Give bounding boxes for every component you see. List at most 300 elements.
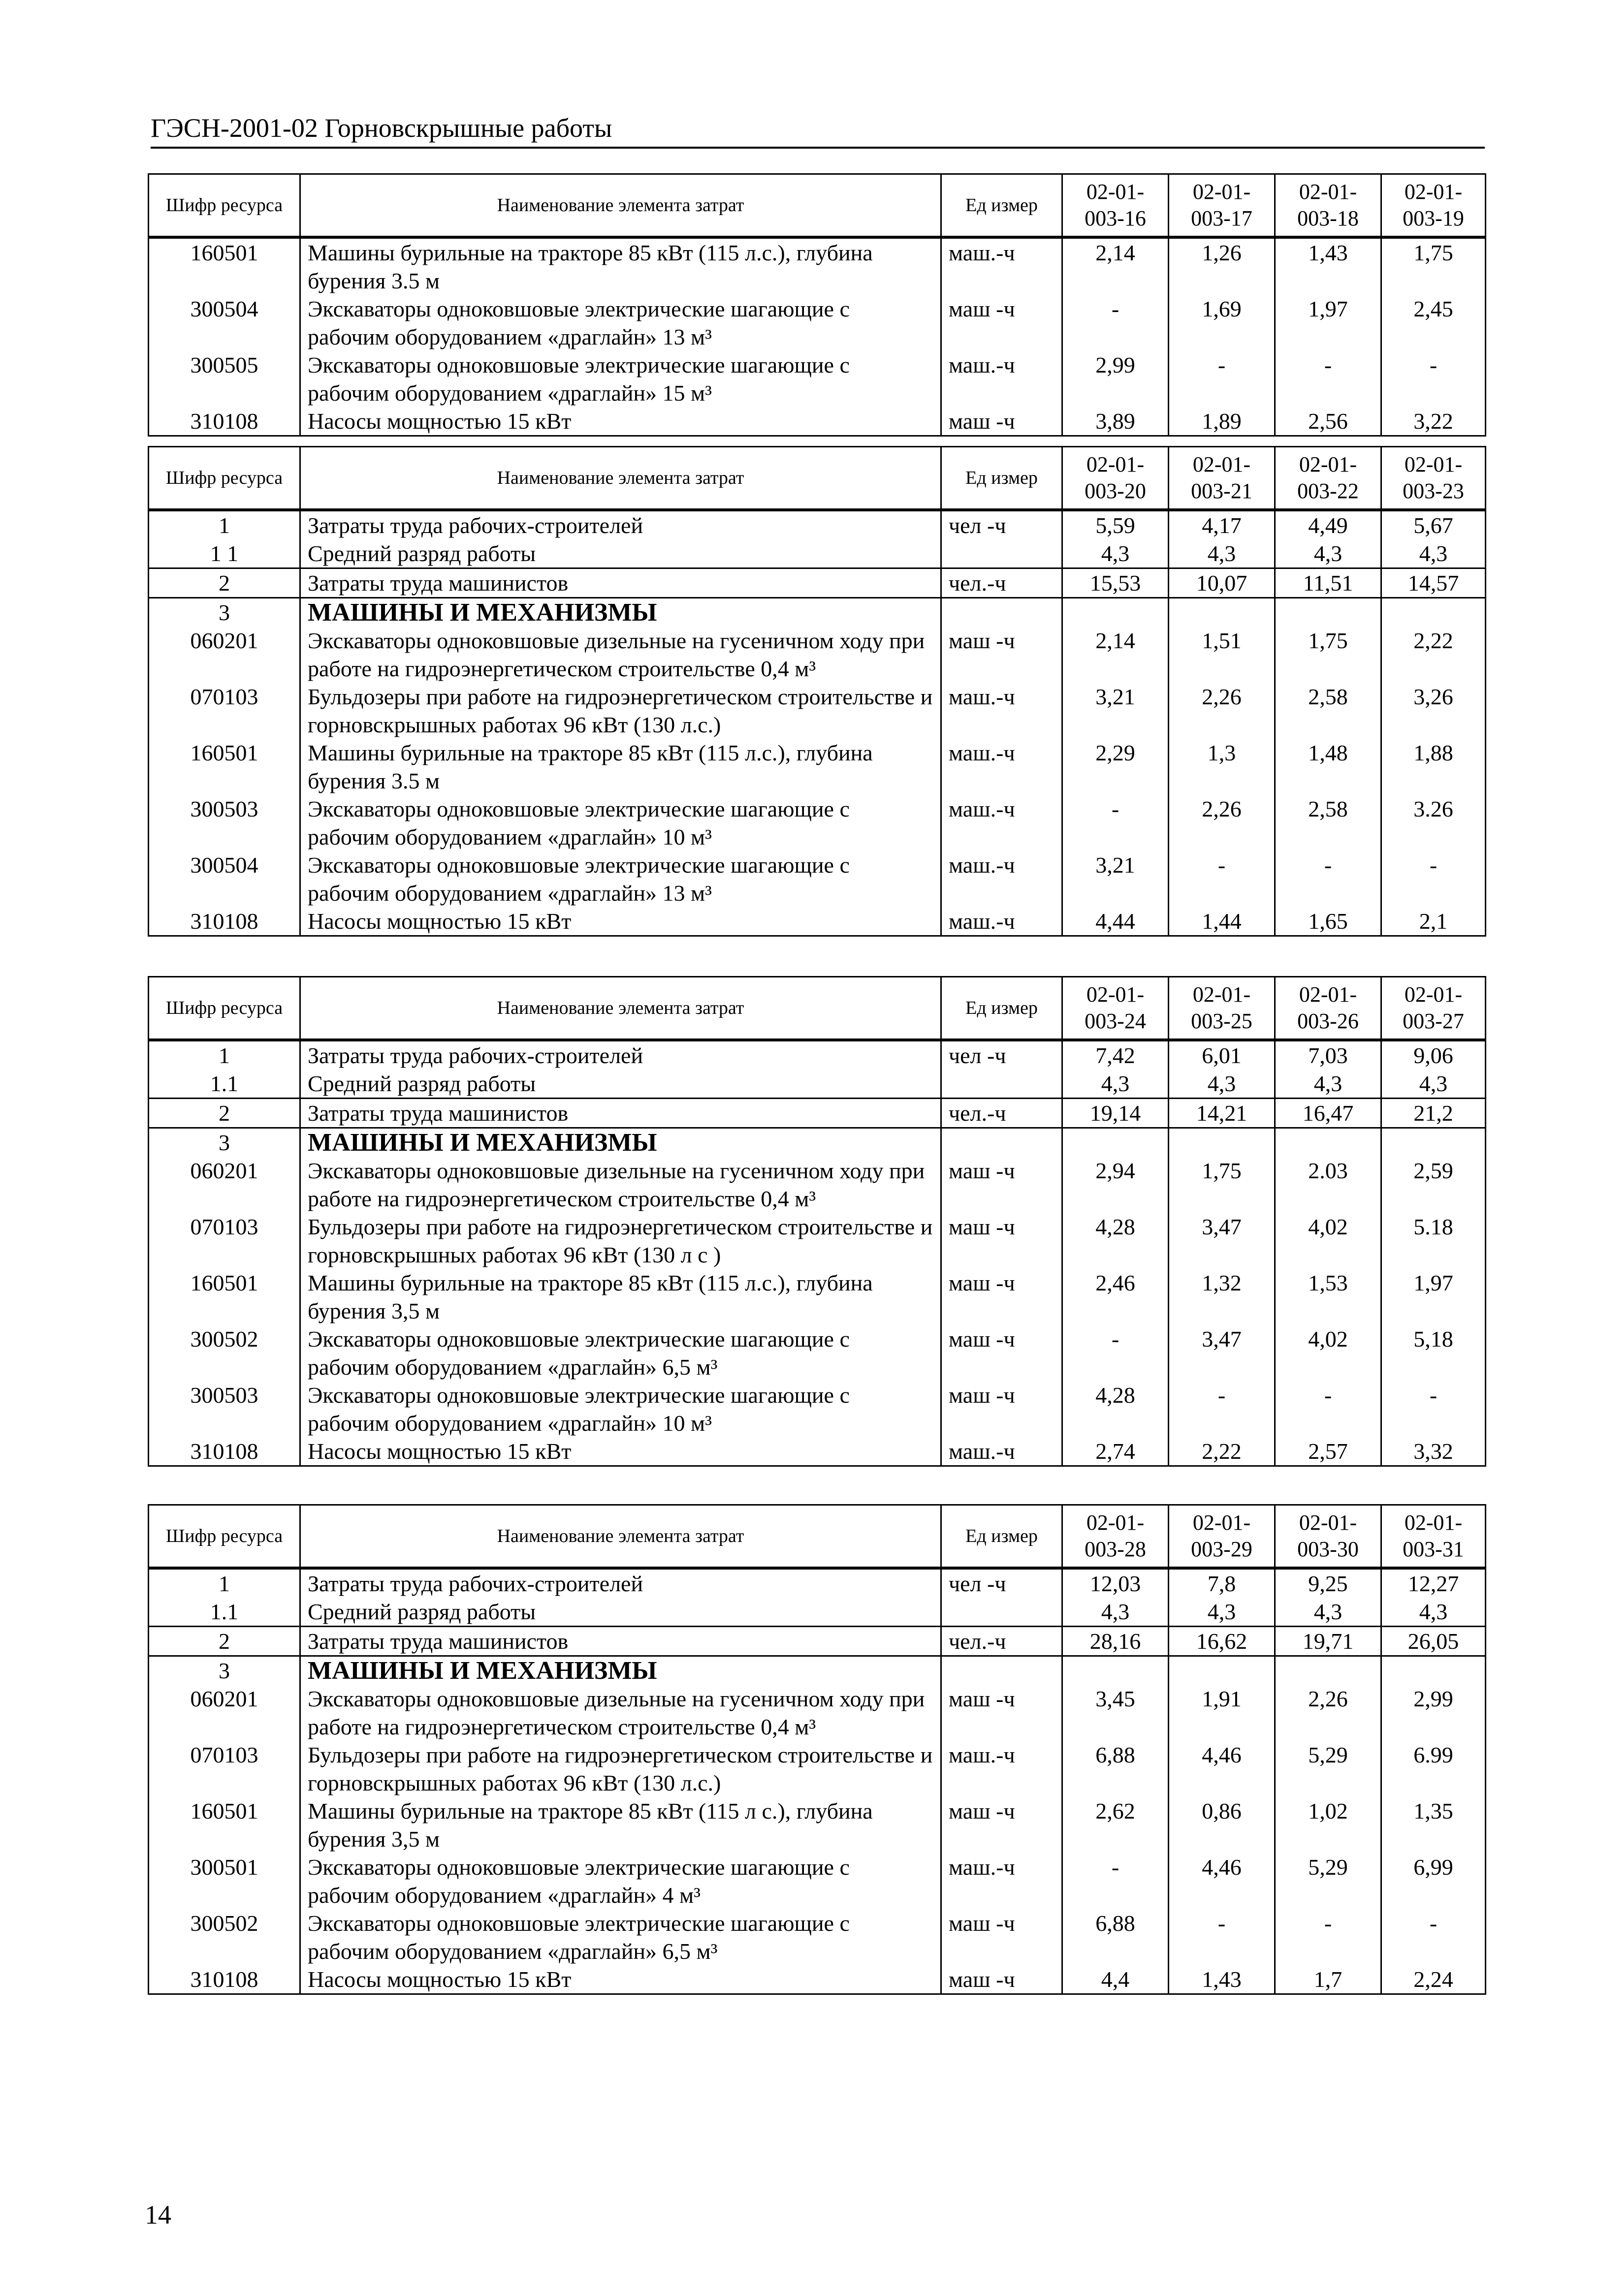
cell-unit: маш.-ч: [941, 739, 1062, 795]
header-code: Шифр ресурса: [149, 1505, 300, 1569]
cell-value: 26,05: [1381, 1627, 1486, 1656]
cell-name: Средний разряд работы: [300, 1069, 941, 1099]
cell-code: 1: [149, 510, 300, 539]
cell-value: 2,62: [1062, 1797, 1169, 1853]
cell-value: 1,43: [1169, 1965, 1275, 1994]
cell-value: 1,43: [1275, 237, 1381, 295]
table-row: [149, 568, 1486, 598]
cell-value: 2,22: [1381, 627, 1486, 683]
cell-unit: маш.-ч: [941, 1437, 1062, 1466]
table-row: [149, 1685, 1486, 1741]
table-row: [149, 1213, 1486, 1269]
cell-name: Затраты труда рабочих-строителей: [300, 510, 941, 539]
cell-value: [1275, 1656, 1381, 1685]
cell-name: Экскаваторы одноковшовые электрические шагающие с рабочим оборудованием «драглайн» 10 м³: [300, 1381, 941, 1437]
cell-value: 4,3: [1381, 539, 1486, 568]
cell-value: -: [1275, 1909, 1381, 1965]
cell-value: 4,3: [1062, 539, 1169, 568]
table-row: [149, 1965, 1486, 1994]
table-row: [149, 1269, 1486, 1325]
header-name: Наименование элемента затрат: [300, 174, 941, 238]
cell-code: 300504: [149, 851, 300, 907]
cell-unit: маш.-ч: [941, 907, 1062, 936]
cell-value: -: [1275, 351, 1381, 407]
cell-value: 7,42: [1062, 1040, 1169, 1069]
cell-value: 4,49: [1275, 510, 1381, 539]
table-row: [149, 1568, 1486, 1598]
cell-value: 4,28: [1062, 1213, 1169, 1269]
header-name: Наименование элемента затрат: [300, 977, 941, 1040]
cell-value: 1,7: [1275, 1965, 1381, 1994]
cell-value: 4,3: [1275, 1598, 1381, 1627]
cell-value: 4,17: [1169, 510, 1275, 539]
cell-value: 1,3: [1169, 739, 1275, 795]
header-norm-code: 02-01-003-19: [1381, 174, 1486, 238]
header-norm-code: 02-01-003-17: [1169, 174, 1275, 238]
header-unit: Ед измер: [941, 1505, 1062, 1569]
cell-code: 2: [149, 1099, 300, 1128]
cell-value: 9,06: [1381, 1040, 1486, 1069]
cell-value: [1169, 1656, 1275, 1685]
table-header-row: [149, 1505, 1486, 1569]
cell-value: [1062, 1128, 1169, 1157]
cell-unit: чел -ч: [941, 510, 1062, 539]
table-row: [149, 1069, 1486, 1099]
header-norm-code: 02-01-003-20: [1062, 447, 1169, 510]
cell-name: Бульдозеры при работе на гидроэнергетическом строительстве и горновскрышных работах 96 кВт (130 л.с.): [300, 1741, 941, 1797]
cell-value: -: [1169, 351, 1275, 407]
cell-value: 4,46: [1169, 1853, 1275, 1909]
cell-unit: маш.-ч: [941, 351, 1062, 407]
cell-code: 060201: [149, 1157, 300, 1213]
cell-value: 3,89: [1062, 407, 1169, 436]
table-row: [149, 295, 1486, 351]
cell-value: 2,74: [1062, 1437, 1169, 1466]
cell-value: 9,25: [1275, 1568, 1381, 1598]
table-row: [149, 739, 1486, 795]
cell-value: 2,14: [1062, 627, 1169, 683]
cell-unit: маш -ч: [941, 1157, 1062, 1213]
cell-value: -: [1381, 851, 1486, 907]
cell-unit: маш -ч: [941, 1797, 1062, 1853]
cell-code: 1 1: [149, 539, 300, 568]
cell-code: 300505: [149, 351, 300, 407]
cell-value: 4,44: [1062, 907, 1169, 936]
cell-value: -: [1062, 1853, 1169, 1909]
table-row: [149, 510, 1486, 539]
cell-value: 2,58: [1275, 683, 1381, 739]
cell-value: 0,86: [1169, 1797, 1275, 1853]
cell-name: Экскаваторы одноковшовые электрические шагающие с рабочим оборудованием «драглайн» 6,5 м³: [300, 1325, 941, 1381]
header-norm-code: 02-01-003-18: [1275, 174, 1381, 238]
cell-value: 2,26: [1275, 1685, 1381, 1741]
cell-value: 10,07: [1169, 568, 1275, 598]
cell-value: -: [1381, 1909, 1486, 1965]
cell-unit: маш.-ч: [941, 795, 1062, 851]
cell-value: 1,02: [1275, 1797, 1381, 1853]
cell-value: -: [1381, 351, 1486, 407]
cell-code: 1.1: [149, 1598, 300, 1627]
cell-value: 15,53: [1062, 568, 1169, 598]
cell-name: Средний разряд работы: [300, 1598, 941, 1627]
cell-value: 3,26: [1381, 683, 1486, 739]
cell-value: 4,3: [1169, 1069, 1275, 1099]
cell-value: 6,88: [1062, 1741, 1169, 1797]
cell-value: -: [1169, 851, 1275, 907]
table-row: [149, 1656, 1486, 1685]
cell-unit: маш.-ч: [941, 1853, 1062, 1909]
cell-value: 6.99: [1381, 1741, 1486, 1797]
cell-code: 160501: [149, 1797, 300, 1853]
cell-code: 2: [149, 568, 300, 598]
table-row: [149, 407, 1486, 436]
cell-unit: чел -ч: [941, 1040, 1062, 1069]
cell-value: 12,03: [1062, 1568, 1169, 1598]
cell-value: [1169, 598, 1275, 627]
cell-value: 19,14: [1062, 1099, 1169, 1128]
cell-value: -: [1275, 851, 1381, 907]
cell-name: Насосы мощностью 15 кВт: [300, 407, 941, 436]
resource-table: [148, 976, 1486, 1467]
cell-code: 310108: [149, 407, 300, 436]
table-row: [149, 1627, 1486, 1656]
resource-table: [148, 1504, 1486, 1995]
cell-unit: [941, 1598, 1062, 1627]
header-unit: Ед измер: [941, 174, 1062, 238]
cell-value: 4,3: [1169, 1598, 1275, 1627]
cell-name: Экскаваторы одноковшовые электрические шагающие с рабочим оборудованием «драглайн» 4 м³: [300, 1853, 941, 1909]
header-norm-code: 02-01-003-24: [1062, 977, 1169, 1040]
cell-value: 3,22: [1381, 407, 1486, 436]
cell-value: 3,47: [1169, 1325, 1275, 1381]
table-header-row: [149, 977, 1486, 1040]
cell-value: 1,75: [1381, 237, 1486, 295]
cell-value: 4,02: [1275, 1325, 1381, 1381]
header-norm-code: 02-01-003-28: [1062, 1505, 1169, 1569]
cell-value: 2,94: [1062, 1157, 1169, 1213]
table-row: [149, 683, 1486, 739]
table-row: [149, 539, 1486, 568]
cell-value: 12,27: [1381, 1568, 1486, 1598]
table-row: [149, 351, 1486, 407]
cell-value: 6,88: [1062, 1909, 1169, 1965]
cell-name: Машины бурильные на тракторе 85 кВт (115 л.с.), глубина бурения 3.5 м: [300, 237, 941, 295]
table-row: [149, 1797, 1486, 1853]
cell-name: Бульдозеры при работе на гидроэнергетическом строительстве и горновскрышных работах 96 кВт (130 л.с.): [300, 683, 941, 739]
header-norm-code: 02-01-003-31: [1381, 1505, 1486, 1569]
cell-value: 3,21: [1062, 851, 1169, 907]
cell-name: Затраты труда машинистов: [300, 1099, 941, 1128]
cell-value: 4,4: [1062, 1965, 1169, 1994]
cell-value: 7,03: [1275, 1040, 1381, 1069]
cell-value: -: [1062, 295, 1169, 351]
cell-code: 160501: [149, 237, 300, 295]
cell-code: 310108: [149, 1965, 300, 1994]
cell-name: Экскаваторы одноковшовые дизельные на гусеничном ходу при работе на гидроэнергетическом строительстве 0,4 м³: [300, 1685, 941, 1741]
header-norm-code: 02-01-003-29: [1169, 1505, 1275, 1569]
header-name: Наименование элемента затрат: [300, 447, 941, 510]
cell-value: 2,45: [1381, 295, 1486, 351]
cell-value: 6,99: [1381, 1853, 1486, 1909]
header-code: Шифр ресурса: [149, 447, 300, 510]
cell-value: 2,57: [1275, 1437, 1381, 1466]
cell-code: 300503: [149, 795, 300, 851]
cell-value: 5,29: [1275, 1741, 1381, 1797]
cell-value: 14,57: [1381, 568, 1486, 598]
cell-name: МАШИНЫ И МЕХАНИЗМЫ: [300, 1128, 941, 1157]
cell-name: Экскаваторы одноковшовые электрические шагающие с рабочим оборудованием «драглайн» 6,5 м³: [300, 1909, 941, 1965]
cell-value: 6,01: [1169, 1040, 1275, 1069]
cell-value: 1,35: [1381, 1797, 1486, 1853]
cell-code: 300503: [149, 1381, 300, 1437]
cell-value: 4,3: [1062, 1598, 1169, 1627]
cell-value: [1169, 1128, 1275, 1157]
cell-value: 1,53: [1275, 1269, 1381, 1325]
cell-name: Экскаваторы одноковшовые электрические шагающие с рабочим оборудованием «драглайн» 13 м³: [300, 851, 941, 907]
cell-code: 300504: [149, 295, 300, 351]
cell-value: 2.03: [1275, 1157, 1381, 1213]
cell-value: 11,51: [1275, 568, 1381, 598]
cell-value: 4,3: [1169, 539, 1275, 568]
cell-name: Затраты труда машинистов: [300, 1627, 941, 1656]
cell-unit: маш.-ч: [941, 683, 1062, 739]
cell-value: 1,91: [1169, 1685, 1275, 1741]
table-row: [149, 1437, 1486, 1466]
cell-name: Экскаваторы одноковшовые дизельные на гусеничном ходу при работе на гидроэнергетическом строительстве 0,4 м³: [300, 627, 941, 683]
cell-unit: [941, 598, 1062, 627]
cell-unit: маш -ч: [941, 295, 1062, 351]
cell-unit: маш -ч: [941, 1965, 1062, 1994]
cell-unit: маш.-ч: [941, 1741, 1062, 1797]
header-norm-code: 02-01-003-25: [1169, 977, 1275, 1040]
header-code: Шифр ресурса: [149, 174, 300, 238]
cell-code: 3: [149, 1656, 300, 1685]
cell-value: 1,51: [1169, 627, 1275, 683]
cell-code: 1.1: [149, 1069, 300, 1099]
cell-value: [1381, 598, 1486, 627]
cell-value: [1062, 598, 1169, 627]
cell-value: 2,59: [1381, 1157, 1486, 1213]
cell-value: -: [1381, 1381, 1486, 1437]
header-code: Шифр ресурса: [149, 977, 300, 1040]
cell-value: 5,67: [1381, 510, 1486, 539]
cell-value: 3,32: [1381, 1437, 1486, 1466]
table-row: [149, 1157, 1486, 1213]
cell-value: 7,8: [1169, 1568, 1275, 1598]
cell-value: 21,2: [1381, 1099, 1486, 1128]
cell-name: МАШИНЫ И МЕХАНИЗМЫ: [300, 598, 941, 627]
cell-unit: [941, 1128, 1062, 1157]
cell-value: 2,99: [1381, 1685, 1486, 1741]
cell-value: 16,47: [1275, 1099, 1381, 1128]
cell-unit: [941, 539, 1062, 568]
cell-name: Бульдозеры при работе на гидроэнергетическом строительстве и горновскрышных работах 96 кВт (130 л с ): [300, 1213, 941, 1269]
cell-value: 4,3: [1275, 1069, 1381, 1099]
cell-code: 1: [149, 1568, 300, 1598]
table-header-row: [149, 447, 1486, 510]
cell-value: 1,97: [1381, 1269, 1486, 1325]
cell-code: 1: [149, 1040, 300, 1069]
table-row: [149, 1741, 1486, 1797]
cell-value: 14,21: [1169, 1099, 1275, 1128]
cell-value: 2,24: [1381, 1965, 1486, 1994]
cell-value: 4,28: [1062, 1381, 1169, 1437]
cell-unit: маш -ч: [941, 1213, 1062, 1269]
cell-value: -: [1169, 1909, 1275, 1965]
cell-value: [1275, 598, 1381, 627]
cell-code: 160501: [149, 739, 300, 795]
cell-name: Затраты труда рабочих-строителей: [300, 1568, 941, 1598]
cell-value: 4,46: [1169, 1741, 1275, 1797]
cell-value: -: [1062, 1325, 1169, 1381]
header-norm-code: 02-01-003-22: [1275, 447, 1381, 510]
resource-table: [148, 173, 1486, 437]
cell-value: -: [1275, 1381, 1381, 1437]
cell-value: 3,47: [1169, 1213, 1275, 1269]
table-row: [149, 1128, 1486, 1157]
cell-value: 5,18: [1381, 1325, 1486, 1381]
cell-code: 070103: [149, 1213, 300, 1269]
cell-value: 4,02: [1275, 1213, 1381, 1269]
header-unit: Ед измер: [941, 447, 1062, 510]
cell-value: 2,56: [1275, 407, 1381, 436]
table-row: [149, 627, 1486, 683]
cell-name: Машины бурильные на тракторе 85 кВт (115 л.с.), глубина бурения 3,5 м: [300, 1269, 941, 1325]
resource-table: [148, 446, 1486, 937]
cell-code: 300502: [149, 1325, 300, 1381]
table-row: [149, 1909, 1486, 1965]
cell-code: 060201: [149, 627, 300, 683]
cell-code: 2: [149, 1627, 300, 1656]
page-number: 14: [145, 2200, 171, 2230]
table-header-row: [149, 174, 1486, 238]
cell-value: 4,3: [1062, 1069, 1169, 1099]
cell-value: 1,48: [1275, 739, 1381, 795]
table-row: [149, 598, 1486, 627]
cell-code: 310108: [149, 1437, 300, 1466]
header-unit: Ед измер: [941, 977, 1062, 1040]
cell-value: 3,45: [1062, 1685, 1169, 1741]
cell-value: 2,46: [1062, 1269, 1169, 1325]
cell-value: 2,26: [1169, 683, 1275, 739]
cell-name: Экскаваторы одноковшовые электрические шагающие с рабочим оборудованием «драглайн» 15 м³: [300, 351, 941, 407]
cell-value: 2,29: [1062, 739, 1169, 795]
header-norm-code: 02-01-003-27: [1381, 977, 1486, 1040]
cell-name: МАШИНЫ И МЕХАНИЗМЫ: [300, 1656, 941, 1685]
cell-value: 1,88: [1381, 739, 1486, 795]
cell-code: 300502: [149, 1909, 300, 1965]
cell-unit: маш -ч: [941, 407, 1062, 436]
cell-value: 3,21: [1062, 683, 1169, 739]
cell-value: 2,22: [1169, 1437, 1275, 1466]
header-name: Наименование элемента затрат: [300, 1505, 941, 1569]
cell-unit: чел -ч: [941, 1568, 1062, 1598]
header-norm-code: 02-01-003-21: [1169, 447, 1275, 510]
cell-unit: маш -ч: [941, 1269, 1062, 1325]
header-norm-code: 02-01-003-16: [1062, 174, 1169, 238]
cell-unit: маш.-ч: [941, 237, 1062, 295]
table-row: [149, 1040, 1486, 1069]
cell-value: 1,44: [1169, 907, 1275, 936]
cell-unit: маш -ч: [941, 1909, 1062, 1965]
cell-value: [1381, 1128, 1486, 1157]
cell-value: 2,1: [1381, 907, 1486, 936]
cell-value: 19,71: [1275, 1627, 1381, 1656]
cell-value: [1062, 1656, 1169, 1685]
table-row: [149, 237, 1486, 295]
cell-value: 4,3: [1381, 1069, 1486, 1099]
cell-value: -: [1169, 1381, 1275, 1437]
cell-unit: маш -ч: [941, 1685, 1062, 1741]
cell-value: 1,65: [1275, 907, 1381, 936]
cell-value: 1,69: [1169, 295, 1275, 351]
cell-value: 28,16: [1062, 1627, 1169, 1656]
cell-name: Насосы мощностью 15 кВт: [300, 1965, 941, 1994]
table-row: [149, 1099, 1486, 1128]
cell-value: 2,99: [1062, 351, 1169, 407]
cell-code: 3: [149, 598, 300, 627]
cell-value: 2,58: [1275, 795, 1381, 851]
cell-code: 070103: [149, 683, 300, 739]
cell-value: [1275, 1128, 1381, 1157]
table-row: [149, 795, 1486, 851]
cell-name: Экскаваторы одноковшовые электрические шагающие с рабочим оборудованием «драглайн» 13 м³: [300, 295, 941, 351]
cell-value: 1,89: [1169, 407, 1275, 436]
cell-unit: маш.-ч: [941, 851, 1062, 907]
cell-name: Насосы мощностью 15 кВт: [300, 907, 941, 936]
cell-value: 1,75: [1169, 1157, 1275, 1213]
cell-unit: маш -ч: [941, 627, 1062, 683]
cell-unit: чел.-ч: [941, 1627, 1062, 1656]
cell-unit: [941, 1069, 1062, 1099]
cell-code: 160501: [149, 1269, 300, 1325]
cell-value: 1,26: [1169, 237, 1275, 295]
cell-value: 4,3: [1381, 1598, 1486, 1627]
cell-value: 1,97: [1275, 295, 1381, 351]
cell-value: 3.26: [1381, 795, 1486, 851]
cell-name: Средний разряд работы: [300, 539, 941, 568]
cell-code: 300501: [149, 1853, 300, 1909]
cell-value: 1,32: [1169, 1269, 1275, 1325]
cell-unit: [941, 1656, 1062, 1685]
cell-value: 1,75: [1275, 627, 1381, 683]
cell-code: 060201: [149, 1685, 300, 1741]
cell-value: 5,29: [1275, 1853, 1381, 1909]
page-header: ГЭСН-2001-02 Горновскрышные работы: [151, 112, 1485, 149]
cell-value: 5,59: [1062, 510, 1169, 539]
cell-unit: маш -ч: [941, 1325, 1062, 1381]
header-norm-code: 02-01-003-23: [1381, 447, 1486, 510]
cell-name: Машины бурильные на тракторе 85 кВт (115 л.с.), глубина бурения 3.5 м: [300, 739, 941, 795]
cell-name: Затраты труда машинистов: [300, 568, 941, 598]
header-norm-code: 02-01-003-26: [1275, 977, 1381, 1040]
table-row: [149, 1853, 1486, 1909]
cell-value: [1381, 1656, 1486, 1685]
cell-code: 310108: [149, 907, 300, 936]
cell-code: 3: [149, 1128, 300, 1157]
cell-name: Машины бурильные на тракторе 85 кВт (115 л с.), глубина бурения 3,5 м: [300, 1797, 941, 1853]
table-row: [149, 1325, 1486, 1381]
cell-name: Экскаваторы одноковшовые электрические шагающие с рабочим оборудованием «драглайн» 10 м³: [300, 795, 941, 851]
cell-value: 5.18: [1381, 1213, 1486, 1269]
cell-unit: маш -ч: [941, 1381, 1062, 1437]
cell-value: 2,14: [1062, 237, 1169, 295]
table-row: [149, 907, 1486, 936]
cell-name: Насосы мощностью 15 кВт: [300, 1437, 941, 1466]
cell-value: -: [1062, 795, 1169, 851]
table-row: [149, 851, 1486, 907]
table-row: [149, 1598, 1486, 1627]
